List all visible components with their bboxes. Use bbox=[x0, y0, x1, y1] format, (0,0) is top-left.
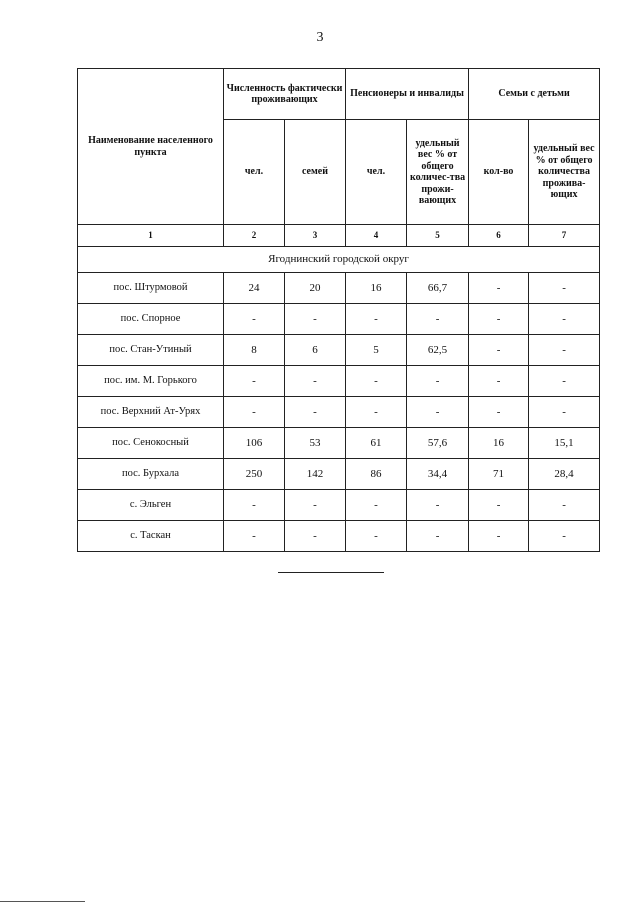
header-families-share: удельный вес % от общего количества прожива-ющих bbox=[529, 120, 600, 225]
table-row bbox=[78, 490, 600, 521]
residents-people: 8 bbox=[224, 335, 285, 366]
settlement-name: с. Эльген bbox=[78, 490, 224, 521]
table-row bbox=[78, 459, 600, 490]
table-row bbox=[78, 273, 600, 304]
settlement-name: пос. им. М. Горького bbox=[78, 366, 224, 397]
settlement-name: пос. Штурмовой bbox=[78, 273, 224, 304]
residents-people: - bbox=[224, 490, 285, 521]
pensioners-share: - bbox=[407, 366, 469, 397]
families-share: 28,4 bbox=[529, 459, 600, 490]
header-pensioners-people: чел. bbox=[346, 120, 407, 225]
pensioners-share: 34,4 bbox=[407, 459, 469, 490]
pensioners-share: - bbox=[407, 304, 469, 335]
residents-families: - bbox=[285, 397, 346, 428]
residents-people: - bbox=[224, 304, 285, 335]
table-row bbox=[78, 397, 600, 428]
residents-people: - bbox=[224, 397, 285, 428]
table-row bbox=[78, 428, 600, 459]
residents-families: - bbox=[285, 304, 346, 335]
scan-edge-line bbox=[0, 901, 85, 902]
pensioners-share: - bbox=[407, 490, 469, 521]
families-count: - bbox=[469, 490, 529, 521]
families-count: 16 bbox=[469, 428, 529, 459]
table-row bbox=[78, 366, 600, 397]
table-header-group-row bbox=[78, 69, 600, 120]
column-number: 5 bbox=[407, 225, 469, 247]
families-share: - bbox=[529, 366, 600, 397]
families-share: - bbox=[529, 273, 600, 304]
population-table bbox=[77, 68, 600, 552]
residents-people: 106 bbox=[224, 428, 285, 459]
families-share: - bbox=[529, 490, 600, 521]
pensioners-people: - bbox=[346, 490, 407, 521]
families-share: - bbox=[529, 304, 600, 335]
pensioners-share: 66,7 bbox=[407, 273, 469, 304]
section-title: Ягоднинский городской округ bbox=[78, 247, 600, 273]
residents-people: - bbox=[224, 366, 285, 397]
header-group-pensioners: Пенсионеры и инвалиды bbox=[346, 69, 469, 120]
table-row bbox=[78, 304, 600, 335]
families-count: - bbox=[469, 335, 529, 366]
pensioners-people: 5 bbox=[346, 335, 407, 366]
families-count: 71 bbox=[469, 459, 529, 490]
residents-families: - bbox=[285, 366, 346, 397]
page-number: 3 bbox=[316, 30, 324, 45]
residents-people: 250 bbox=[224, 459, 285, 490]
residents-people: - bbox=[224, 521, 285, 552]
column-number: 1 bbox=[78, 225, 224, 247]
header-group-residents: Численность фактически проживающих bbox=[224, 69, 346, 120]
settlement-name: с. Таскан bbox=[78, 521, 224, 552]
column-number: 2 bbox=[224, 225, 285, 247]
families-count: - bbox=[469, 397, 529, 428]
header-residents-families: семей bbox=[285, 120, 346, 225]
residents-families: 53 bbox=[285, 428, 346, 459]
section-row bbox=[78, 247, 600, 273]
table-row bbox=[78, 521, 600, 552]
residents-families: - bbox=[285, 521, 346, 552]
families-count: - bbox=[469, 273, 529, 304]
pensioners-people: - bbox=[346, 521, 407, 552]
families-count: - bbox=[469, 521, 529, 552]
settlement-name: пос. Спорное bbox=[78, 304, 224, 335]
settlement-name: пос. Бурхала bbox=[78, 459, 224, 490]
pensioners-share: 62,5 bbox=[407, 335, 469, 366]
header-pensioners-share: удельный вес % от общего количес-тва прожи-вающих bbox=[407, 120, 469, 225]
families-share: - bbox=[529, 397, 600, 428]
pensioners-people: 86 bbox=[346, 459, 407, 490]
pensioners-share: - bbox=[407, 397, 469, 428]
pensioners-people: - bbox=[346, 304, 407, 335]
column-number: 6 bbox=[469, 225, 529, 247]
column-number: 4 bbox=[346, 225, 407, 247]
separator-line bbox=[278, 572, 384, 573]
column-number-row bbox=[78, 225, 600, 247]
families-share: - bbox=[529, 521, 600, 552]
pensioners-people: - bbox=[346, 366, 407, 397]
residents-families: 142 bbox=[285, 459, 346, 490]
table-row bbox=[78, 335, 600, 366]
families-count: - bbox=[469, 366, 529, 397]
residents-people: 24 bbox=[224, 273, 285, 304]
families-share: 15,1 bbox=[529, 428, 600, 459]
settlement-name: пос. Верхний Ат-Урях bbox=[78, 397, 224, 428]
families-count: - bbox=[469, 304, 529, 335]
residents-families: - bbox=[285, 490, 346, 521]
settlement-name: пос. Стан-Утиный bbox=[78, 335, 224, 366]
pensioners-people: 16 bbox=[346, 273, 407, 304]
families-share: - bbox=[529, 335, 600, 366]
header-residents-people: чел. bbox=[224, 120, 285, 225]
column-number: 3 bbox=[285, 225, 346, 247]
residents-families: 6 bbox=[285, 335, 346, 366]
column-number: 7 bbox=[529, 225, 600, 247]
pensioners-share: 57,6 bbox=[407, 428, 469, 459]
header-group-families: Семьи с детьми bbox=[469, 69, 600, 120]
pensioners-people: 61 bbox=[346, 428, 407, 459]
residents-families: 20 bbox=[285, 273, 346, 304]
header-settlement-name: Наименование населенного пункта bbox=[78, 69, 224, 225]
settlement-name: пос. Сенокосный bbox=[78, 428, 224, 459]
pensioners-people: - bbox=[346, 397, 407, 428]
header-families-count: кол-во bbox=[469, 120, 529, 225]
pensioners-share: - bbox=[407, 521, 469, 552]
